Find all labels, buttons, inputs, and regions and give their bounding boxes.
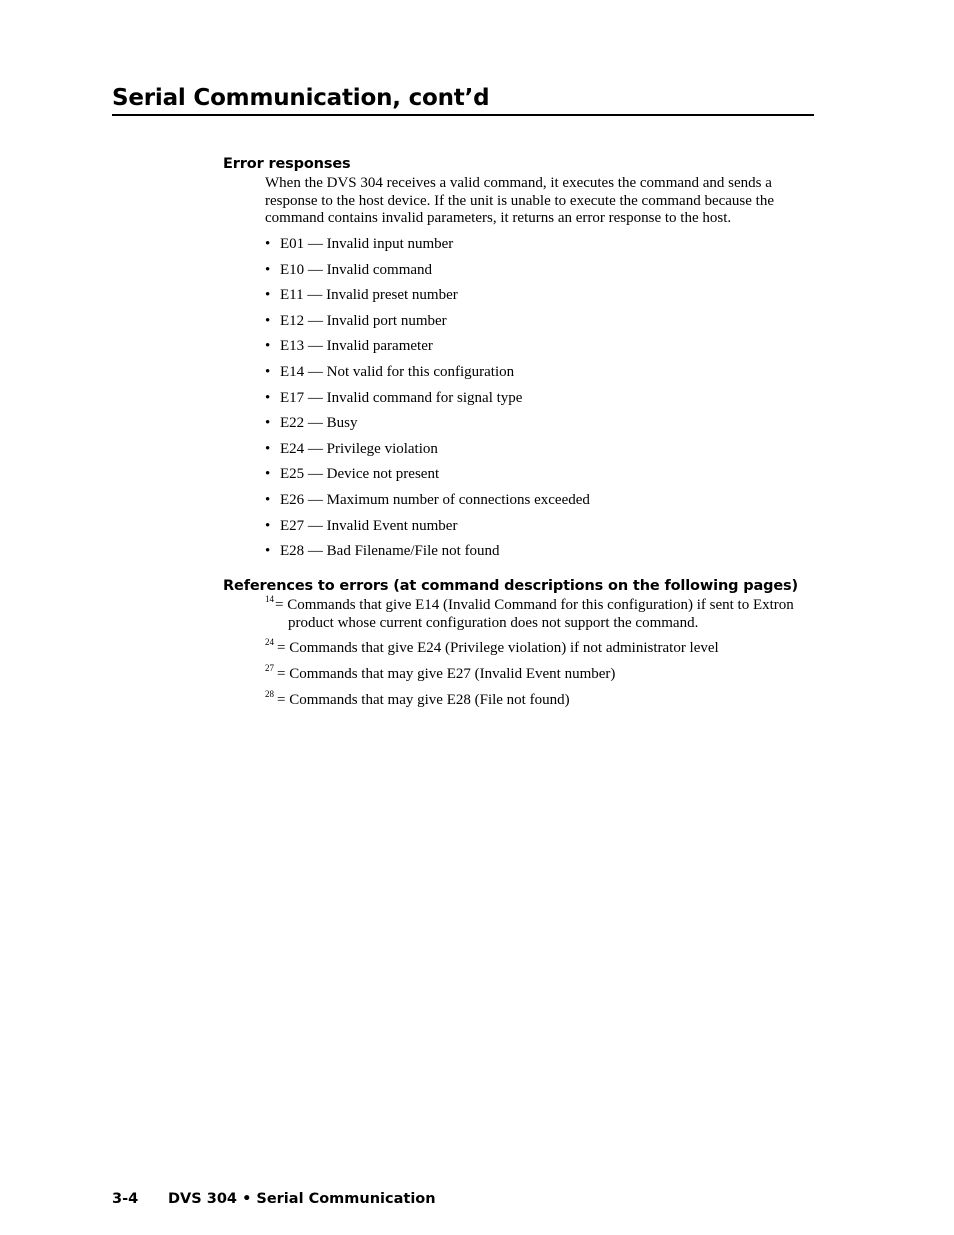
reference-item bbox=[265, 639, 825, 665]
list-item-text: E27 — Invalid Event number bbox=[280, 517, 458, 534]
list-item-text: E12 — Invalid port number bbox=[280, 312, 447, 329]
list-item: • E17 — Invalid command for signal type bbox=[265, 389, 523, 406]
list-item: • E14 — Not valid for this configuration bbox=[265, 363, 515, 380]
reference-text: = Commands that may give E27 (Invalid Event number) bbox=[277, 666, 616, 682]
page-title: Serial Communication, cont’d bbox=[112, 85, 490, 111]
error-code-list bbox=[265, 235, 590, 568]
list-item-text: E17 — Invalid command for signal type bbox=[280, 389, 523, 406]
list-item: • E12 — Invalid port number bbox=[265, 312, 447, 329]
list-item: • E27 — Invalid Event number bbox=[265, 517, 458, 534]
list-item-text: E22 — Busy bbox=[280, 415, 358, 432]
page-number: 3-4 bbox=[112, 1191, 139, 1207]
list-item-text: E01 — Invalid input number bbox=[280, 236, 454, 252]
reference-superscript: 24 bbox=[265, 637, 274, 647]
list-item-text: E11 — Invalid preset number bbox=[280, 287, 458, 304]
references-list bbox=[265, 596, 825, 709]
list-item-text: E28 — Bad Filename/File not found bbox=[280, 543, 500, 560]
reference-superscript: 14 bbox=[265, 594, 274, 604]
list-item: • E10 — Invalid command bbox=[265, 261, 433, 278]
list-item: • E11 — Invalid preset number bbox=[265, 287, 458, 304]
references-heading: References to errors (at command descriptions on the following pages) bbox=[223, 578, 798, 594]
list-item-text: E26 — Maximum number of connections exceeded bbox=[280, 491, 590, 508]
list-item: • E01 — Invalid input number bbox=[265, 236, 454, 252]
reference-text: = Commands that give E14 (Invalid Command for this configuration) if sent to Extron product whose current configuration does not support the command. bbox=[275, 597, 794, 631]
list-item: • E13 — Invalid parameter bbox=[265, 338, 433, 355]
footer-document-title: DVS 304 • Serial Communication bbox=[168, 1191, 436, 1207]
list-item: • E25 — Device not present bbox=[265, 466, 440, 483]
list-item-text: E14 — Not valid for this configuration bbox=[280, 363, 515, 380]
reference-item bbox=[265, 665, 825, 691]
title-rule bbox=[112, 114, 814, 116]
reference-text: = Commands that may give E28 (File not found) bbox=[277, 692, 570, 708]
error-responses-intro: When the DVS 304 receives a valid command, it executes the command and sends a response to the host device. If the unit is unable to execute the command because the command contains invalid parameters, it returns an error response to the host. bbox=[265, 175, 774, 227]
reference-item bbox=[265, 596, 825, 639]
list-item-text: E10 — Invalid command bbox=[280, 261, 433, 278]
list-item-text: E13 — Invalid parameter bbox=[280, 338, 433, 355]
error-responses-heading: Error responses bbox=[223, 156, 351, 172]
list-item: • E22 — Busy bbox=[265, 415, 358, 432]
reference-superscript: 27 bbox=[265, 663, 274, 673]
list-item: • E24 — Privilege violation bbox=[265, 440, 438, 457]
list-item-text: E25 — Device not present bbox=[280, 466, 440, 483]
list-item-text: E24 — Privilege violation bbox=[280, 440, 438, 457]
list-item: • E28 — Bad Filename/File not found bbox=[265, 543, 500, 560]
reference-text: = Commands that give E24 (Privilege violation) if not administrator level bbox=[277, 640, 719, 656]
reference-item bbox=[265, 691, 825, 709]
list-item: • E26 — Maximum number of connections exceeded bbox=[265, 491, 590, 508]
reference-superscript: 28 bbox=[265, 689, 274, 699]
